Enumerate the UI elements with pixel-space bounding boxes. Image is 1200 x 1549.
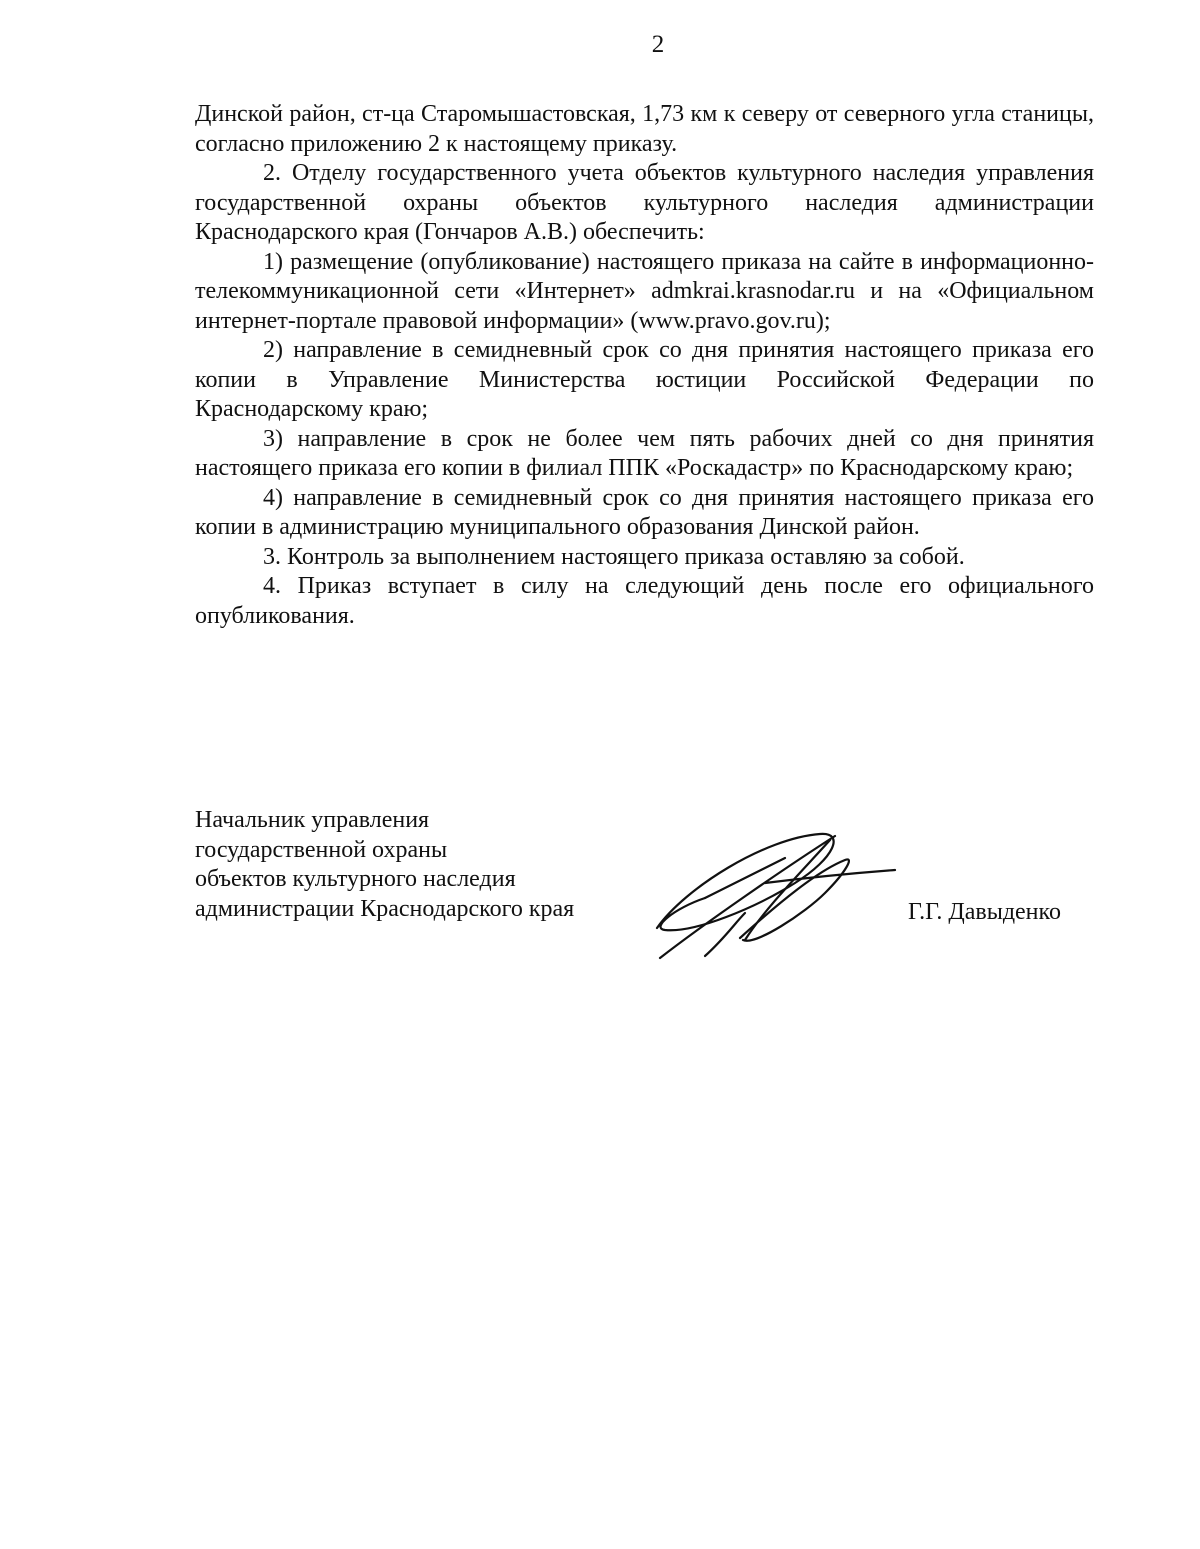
paragraph-subitem-4: 4) направление в семидневный срок со дня принятия настоящего приказа его копии в администрацию муниципального образования Динской район. [195, 484, 1094, 540]
paragraph-continuation: Динской район, ст-ца Старомышастовская, 1,73 км к северу от северного угла станицы, согласно приложению 2 к настоящему приказу. [195, 101, 1094, 157]
paragraph-subitem-2: 2) направление в семидневный срок со дня принятия настоящего приказа его копии в Управление Министерства юстиции Российской Федерации по Краснодарскому краю; [195, 337, 1094, 422]
signatory-position-line: государственной охраны [195, 836, 448, 863]
paragraph-item-4: 4. Приказ вступает в силу на следующий день после его официального опубликования. [195, 573, 1094, 629]
paragraph-item-3: 3. Контроль за выполнением настоящего приказа оставляю за собой. [263, 543, 965, 570]
document-body [195, 100, 1094, 631]
signatory-position [195, 806, 574, 924]
page-number: 2 [651, 31, 665, 58]
handwritten-signature [645, 828, 900, 963]
paragraph-subitem-1: 1) размещение (опубликование) настоящего приказа на сайте в информационно-телекоммуникационной сети «Интернет» admkrai.krasnodar.ru и на «Официальном интернет-портале правовой информации» (www.pravo.gov.ru); [195, 248, 1094, 334]
paragraph-subitem-3: 3) направление в срок не более чем пять рабочих дней со дня принятия настоящего приказа его копии в филиал ППК «Роскадастр» по Краснодарскому краю; [195, 425, 1094, 481]
signatory-position-line: администрации Краснодарского края [195, 895, 575, 922]
signatory-position-line: объектов культурного наследия [195, 866, 516, 892]
signatory-position-line: Начальник управления [195, 807, 430, 833]
paragraph-item-2: 2. Отделу государственного учета объектов культурного наследия управления государственной охраны объектов культурного наследия администрации Краснодарского края (Гончаров А.В.) обеспечить: [195, 160, 1094, 245]
signatory-name: Г.Г. Давыденко [908, 899, 1061, 925]
